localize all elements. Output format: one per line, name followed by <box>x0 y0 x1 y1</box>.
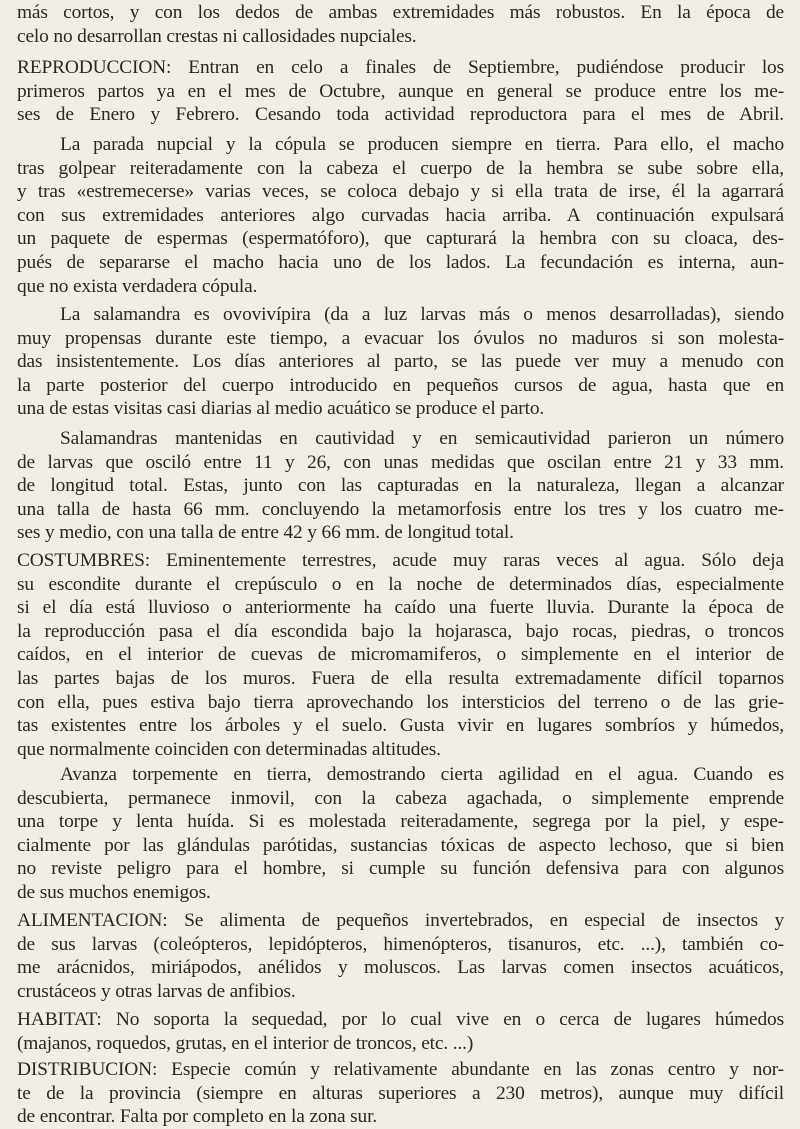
text-line: caídos, en el interior de cuevas de micromamiferos, o simplemente en el interior de <box>17 644 784 666</box>
text-line: de larvas que osciló entre 11 y 26, con unas medidas que oscilan entre 21 y 33 mm. <box>17 451 784 473</box>
text-line: una de estas visitas casi diarias al medio acuático se produce el parto. <box>17 398 545 420</box>
text-line: una talla de hasta 66 mm. concluyendo la metamorfosis entre los tres y los cuatro me- <box>17 498 784 520</box>
text-line: muy propensas durante este tiempo, a evacuar los óvulos no maduros si son molesta- <box>17 327 784 349</box>
text-line: si el día está lluvioso o anteriormente ha caído una fuerte lluvia. Durante la época de <box>17 597 784 619</box>
text-line: cialmente por las glándulas parótidas, sustancias tóxicas de aspecto lechoso, que si bien <box>17 834 784 856</box>
text-line: y tras «estremecerse» varias veces, se coloca debajo y si ella trata de irse, él la agarrará <box>17 181 784 203</box>
text-line: con ella, pues estiva bajo tierra aprovechando los intersticios del terreno o de las grie- <box>17 691 784 713</box>
paragraph-cautividad <box>17 427 784 545</box>
text-line: ALIMENTACION: Se alimenta de pequeños invertebrados, en especial de insectos y <box>17 910 784 931</box>
paragraph-avanza <box>17 763 784 905</box>
text-line: de encontrar. Falta por completo en la zona sur. <box>17 1106 378 1128</box>
text-line: con sus extremidades anteriores algo curvadas hacia arriba. A continuación expulsará <box>17 204 784 226</box>
text-line: das insistentemente. Los días anteriores al parto, se las puede ver muy a menudo con <box>17 351 784 373</box>
text-line: un paquete de espermas (espermatóforo), que capturará la hembra con su cloaca, des- <box>17 228 784 250</box>
text-line: COSTUMBRES: Eminentemente terrestres, acude muy raras veces al agua. Sólo deja <box>17 550 784 571</box>
text-line: de longitud total. Estas, junto con las capturadas en la naturaleza, llegan a alcanzar <box>17 475 784 497</box>
text-line: su escondite durante el crepúsculo o en la noche de determinados días, especialmente <box>17 573 784 595</box>
text-line: La salamandra es ovovivípira (da a luz larvas más o menos desarrolladas), siendo <box>60 304 784 325</box>
text-line: REPRODUCCION: Entran en celo a finales de Septiembre, pudiéndose producir los <box>17 57 784 78</box>
text-line: una torpe y lenta huída. Si es molestada reiteradamente, segrega por la piel, y espe- <box>17 811 784 833</box>
text-line: ses de Enero y Febrero. Cesando toda actividad reproductora para el mes de Abril. <box>17 104 784 126</box>
section-habitat <box>17 1008 784 1055</box>
text-line: que normalmente coinciden con determinadas altitudes. <box>17 738 441 760</box>
paragraph-ovovivipara <box>17 303 784 421</box>
text-line: de sus larvas (coleópteros, lepidópteros, himenópteros, tisanuros, etc. ...), también co- <box>17 933 784 955</box>
text-line: de sus muchos enemigos. <box>17 881 211 903</box>
text-line: La parada nupcial y la cópula se producen siempre en tierra. Para ello, el macho <box>60 134 784 155</box>
text-line: pués de separarse el macho hacia uno de los lados. La fecundación es interna, aun- <box>17 251 784 273</box>
text-line: me arácnidos, miriápodos, anélidos y moluscos. Las larvas comen insectos acuáticos, <box>17 957 784 979</box>
paragraph-continuation <box>17 1 784 48</box>
text-line: las partes bajas de los muros. Fuera de ella resulta extremadamente difícil toparnos <box>17 667 784 689</box>
text-line: te de la provincia (siempre en alturas superiores a 230 metros), aunque muy difícil <box>17 1082 784 1104</box>
text-line: (majanos, roquedos, grutas, en el interior de troncos, etc. ...) <box>17 1032 474 1054</box>
section-costumbres <box>17 549 784 761</box>
text-line: la parte posterior del cuerpo introducido en pequeños cursos de agua, hasta que en <box>17 374 784 396</box>
text-line: descubierta, permanece inmovil, con la cabeza agachada, o simplemente emprende <box>17 787 784 809</box>
text-line: Avanza torpemente en tierra, demostrando cierta agilidad en el agua. Cuando es <box>60 764 784 785</box>
text-line: que no exista verdadera cópula. <box>17 275 258 297</box>
text-line: Salamandras mantenidas en cautividad y en semicautividad parieron un número <box>60 428 784 449</box>
text-line: más cortos, y con los dedos de ambas extremidades más robustos. En la época de <box>17 2 784 23</box>
text-line: no reviste peligro para el hombre, si cumple su función defensiva para con algunos <box>17 858 784 880</box>
text-line: primeros partos ya en el mes de Octubre, aunque en general se produce entre los me- <box>17 80 784 102</box>
paragraph-parada-nupcial <box>17 133 784 298</box>
text-line: DISTRIBUCION: Especie común y relativamente abundante en las zonas centro y nor- <box>17 1059 784 1080</box>
text-line: celo no desarrollan crestas ni callosidades nupciales. <box>17 25 417 47</box>
text-line: la reproducción pasa el día escondida bajo la hojarasca, bajo rocas, piedras, o troncos <box>17 620 784 642</box>
section-reproduccion <box>17 56 784 127</box>
text-line: crustáceos y otras larvas de anfibios. <box>17 980 296 1002</box>
text-line: tas existentes entre los árboles y el suelo. Gusta vivir en lugares sombríos y húmedos, <box>17 715 784 737</box>
text-line: ses y medio, con una talla de entre 42 y 66 mm. de longitud total. <box>17 522 514 544</box>
text-line: HABITAT: No soporta la sequedad, por lo cual vive en o cerca de lugares húmedos <box>17 1009 784 1030</box>
section-alimentacion <box>17 909 784 1003</box>
text-line: tras golpear reiteradamente con la cabeza el cuerpo de la hembra se sube sobre ella, <box>17 157 784 179</box>
section-distribucion <box>17 1058 784 1129</box>
